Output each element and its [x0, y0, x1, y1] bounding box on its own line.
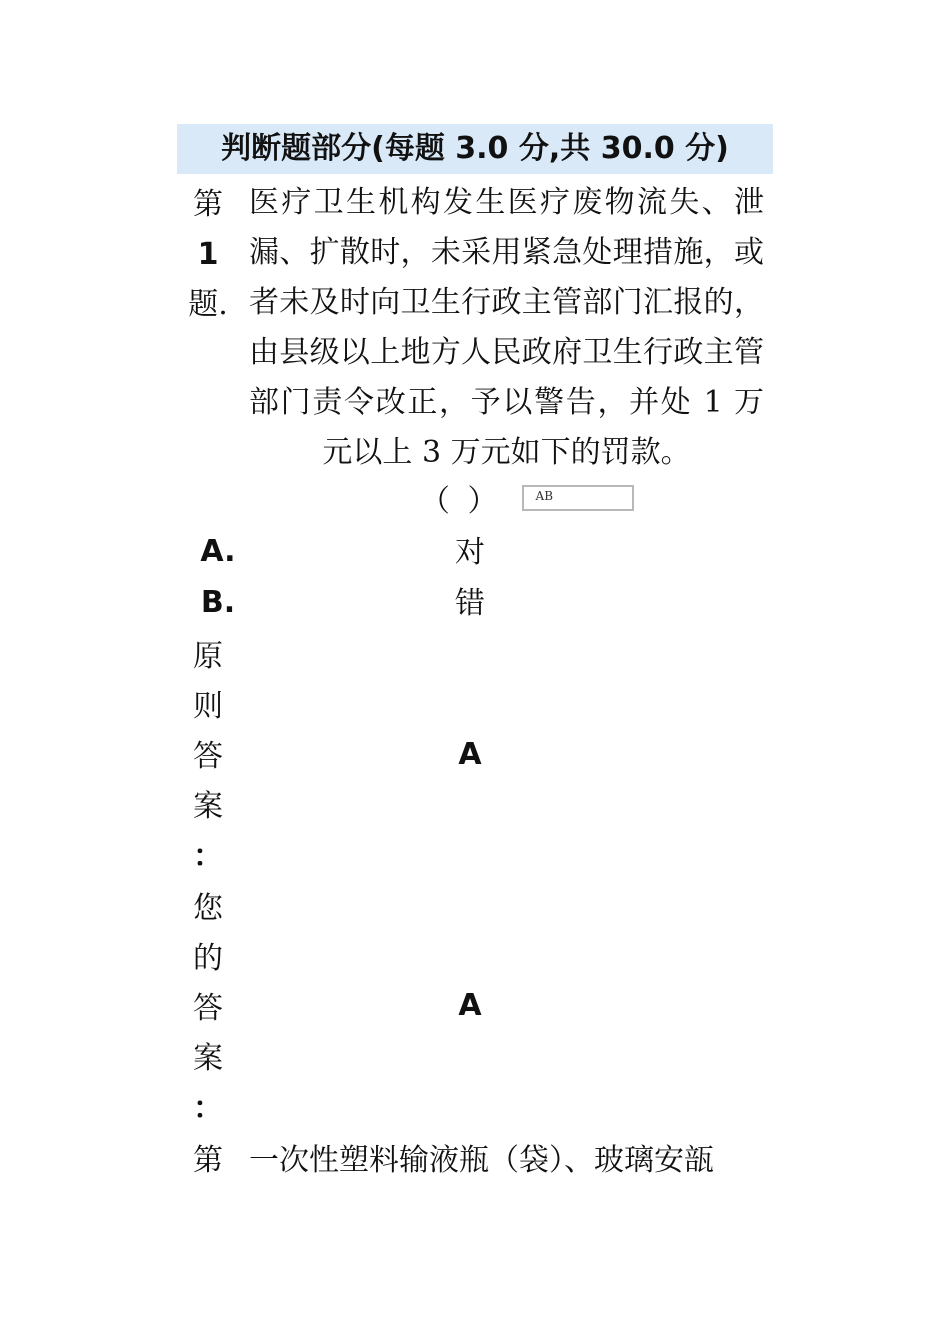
standard-answer-label	[183, 632, 233, 882]
label-char: 您	[193, 891, 223, 926]
label-char: 答	[193, 991, 223, 1026]
question-number-digit: 1	[197, 237, 219, 272]
label-char: 案	[193, 1041, 223, 1076]
label-char: 的	[193, 941, 223, 976]
answer-blank-row	[420, 478, 634, 518]
label-char: 案	[193, 789, 223, 824]
answer-input[interactable]: AB	[522, 485, 634, 511]
label-colon: ：	[193, 1091, 223, 1126]
question-number-suffix: 题.	[188, 287, 228, 322]
label-char: 答	[193, 739, 223, 774]
option-a-key: A.	[200, 534, 236, 569]
option-a-value[interactable]: 对	[455, 535, 485, 570]
section-header: 判断题部分(每题 3.0 分,共 30.0 分)	[177, 124, 773, 174]
question-1-number	[183, 180, 233, 330]
your-answer-value: A	[458, 988, 482, 1023]
question-1-text: 医疗卫生机构发生医疗废物流失、泄漏、扩散时，未采用紧急处理措施，或者未及时向卫生行政主管部门汇报的，由县级以上地方人民政府卫生行政主管部门责令改正，予以警告，并处 1 万元以上 3 万元如下的罚款。	[249, 185, 764, 470]
option-b-value[interactable]: 错	[455, 586, 485, 621]
label-char: 原	[193, 639, 223, 674]
question-2-number: 第	[193, 1143, 223, 1178]
answer-parentheses: （ ）	[420, 484, 502, 519]
question-number-prefix: 第	[193, 187, 223, 222]
question-2-text: 一次性塑料输液瓶（袋）、玻璃安瓿	[249, 1143, 714, 1178]
standard-answer-value: A	[458, 737, 482, 772]
label-char: 则	[193, 689, 223, 724]
your-answer-label	[183, 884, 233, 1134]
option-b-key: B.	[200, 585, 236, 620]
label-colon: ：	[193, 839, 223, 874]
